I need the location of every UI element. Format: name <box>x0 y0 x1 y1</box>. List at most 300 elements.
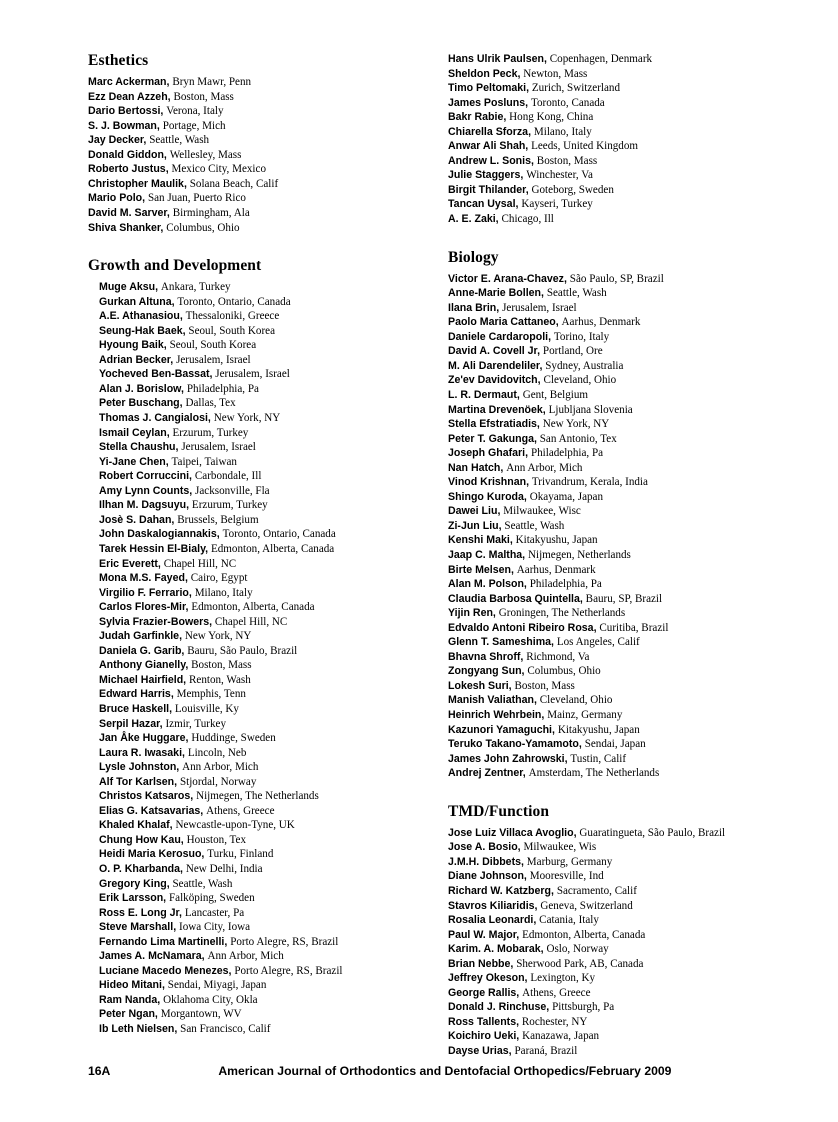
reviewer-name: Joseph Ghafari, <box>448 447 529 460</box>
list-item <box>99 717 406 732</box>
reviewer-name: Stella Efstratiadis, <box>448 418 540 431</box>
reviewer-name: Mona M.S. Fayed, <box>99 572 188 585</box>
reviewer-affiliation: Athens, Greece <box>522 986 591 999</box>
reviewer-affiliation: Nijmegen, Netherlands <box>527 549 631 561</box>
list-item <box>99 615 406 630</box>
list-item <box>99 760 406 775</box>
reviewer-name: Lokesh Suri, <box>448 679 512 692</box>
list-item <box>99 280 406 295</box>
reviewer-name: Josè S. Dahan, <box>99 513 175 526</box>
reviewer-name: Koichiro Ueki, <box>448 1030 520 1043</box>
reviewer-name: Chiarella Sforza, <box>448 125 532 138</box>
reviewer-name: Yi-Jane Chen, <box>99 455 169 468</box>
reviewer-affiliation: Chicago, Ill <box>501 213 554 226</box>
list-item <box>99 964 406 979</box>
reviewer-name: Zongyang Sun, <box>448 665 525 678</box>
reviewer-name: Sheldon Peck, <box>448 67 521 80</box>
reviewer-name: Hideo Mitani, <box>99 979 165 992</box>
reviewer-name: Ross Tallents, <box>448 1015 520 1028</box>
list-item <box>99 484 406 499</box>
reviewer-affiliation: São Paulo, SP, Brazil <box>569 272 664 285</box>
reviewer-name: Chung How Kau, <box>99 833 184 846</box>
reviewer-name: Sylvia Frazier-Bowers, <box>99 615 213 628</box>
list-item <box>99 367 406 382</box>
reviewer-name: Claudia Barbosa Quintella, <box>448 592 583 605</box>
list-item <box>448 168 766 183</box>
reviewer-affiliation: Kitakyushu, Japan <box>557 723 640 736</box>
list-item <box>99 847 406 862</box>
list-item <box>88 119 406 134</box>
reviewer-list-esthetics <box>88 75 406 235</box>
list-item <box>99 789 406 804</box>
list-item <box>99 877 406 892</box>
reviewer-affiliation: Iowa City, Iowa <box>179 921 251 934</box>
reviewer-name: Alan M. Polson, <box>448 578 527 591</box>
reviewer-name: Dayse Urias, <box>448 1045 512 1057</box>
reviewer-name: S. J. Bowman, <box>88 119 160 132</box>
reviewer-list-esthetics-continued <box>448 52 766 227</box>
reviewer-affiliation: Philadelphia, Pa <box>529 578 602 591</box>
list-item <box>99 295 406 310</box>
reviewer-affiliation: Lincoln, Neb <box>187 746 247 759</box>
reviewer-name: Peter Buschang, <box>99 397 183 410</box>
reviewer-name: Glenn T. Sameshima, <box>448 636 554 649</box>
reviewer-name: Ross E. Long Jr, <box>99 906 183 919</box>
reviewer-affiliation: Jerusalem, Israel <box>502 301 577 314</box>
reviewer-affiliation: Mexico City, Mexico <box>171 163 266 176</box>
reviewer-name: Manish Valiathan, <box>448 694 537 707</box>
list-item <box>88 75 406 90</box>
reviewer-affiliation: Columbus, Ohio <box>527 665 601 678</box>
list-item <box>99 498 406 513</box>
reviewer-affiliation: Jerusalem, Israel <box>176 353 251 366</box>
list-item <box>448 110 766 125</box>
list-item <box>99 644 406 659</box>
list-item <box>448 330 766 345</box>
reviewer-name: Anne-Marie Bollen, <box>448 287 544 300</box>
reviewer-name: Lysle Johnston, <box>99 761 180 774</box>
reviewer-affiliation: Stjordal, Norway <box>179 775 257 788</box>
reviewer-affiliation: Thessaloniki, Greece <box>185 310 280 323</box>
reviewer-affiliation: Marburg, Germany <box>526 855 613 868</box>
list-item <box>99 1022 406 1037</box>
reviewer-name: Bakr Rabie, <box>448 111 507 124</box>
list-item <box>448 913 766 928</box>
reviewer-affiliation: Philadelphia, Pa <box>530 447 604 460</box>
reviewer-name: Mario Polo, <box>88 192 146 205</box>
list-item <box>99 775 406 790</box>
list-item <box>88 133 406 148</box>
list-item <box>448 957 766 972</box>
reviewer-name: Martina Drevenöek, <box>448 403 546 416</box>
list-item <box>448 766 766 781</box>
list-item <box>448 621 766 636</box>
reviewer-name: Anthony Gianelly, <box>99 659 189 672</box>
reviewer-affiliation: Huddinge, Sweden <box>191 732 276 745</box>
reviewer-name: Erik Larsson, <box>99 892 167 905</box>
list-item <box>448 1044 766 1059</box>
reviewer-name: Luciane Macedo Menezes, <box>99 964 232 977</box>
reviewer-affiliation: Ljubljana Slovenia <box>548 403 633 416</box>
reviewer-name: Timo Peltomaki, <box>448 82 530 95</box>
reviewer-name: David A. Covell Jr, <box>448 345 541 358</box>
reviewer-name: Anwar Ali Shah, <box>448 140 529 153</box>
reviewer-affiliation: Jerusalem, Israel <box>215 368 290 381</box>
list-item <box>99 731 406 746</box>
reviewer-name: Heinrich Wehrbein, <box>448 709 545 722</box>
list-item <box>99 629 406 644</box>
reviewer-affiliation: Porto Alegre, RS, Brazil <box>234 964 343 977</box>
reviewer-name: Virgilio F. Ferrario, <box>99 586 192 599</box>
reviewer-affiliation: Solana Beach, Calif <box>189 177 279 190</box>
reviewer-name: Birgit Thilander, <box>448 183 529 196</box>
list-item <box>448 373 766 388</box>
list-item <box>99 949 406 964</box>
reviewer-affiliation: Rochester, NY <box>521 1015 588 1028</box>
reviewer-name: Jeffrey Okeson, <box>448 972 528 985</box>
reviewer-name: Hyoung Baik, <box>99 339 167 352</box>
list-item <box>99 1007 406 1022</box>
list-item <box>99 804 406 819</box>
list-item <box>448 197 766 212</box>
reviewer-affiliation: Taipei, Taiwan <box>171 455 237 468</box>
list-item <box>448 971 766 986</box>
list-item <box>99 382 406 397</box>
reviewer-name: Khaled Khalaf, <box>99 819 173 832</box>
list-item <box>99 978 406 993</box>
list-item <box>448 986 766 1001</box>
reviewer-affiliation: Tustin, Calif <box>570 752 627 765</box>
list-item <box>448 417 766 432</box>
reviewer-affiliation: Chapel Hill, NC <box>214 615 288 628</box>
reviewer-name: Bruce Haskell, <box>99 702 173 715</box>
reviewer-name: Marc Ackerman, <box>88 76 170 89</box>
list-item <box>99 658 406 673</box>
list-item <box>88 90 406 105</box>
list-item <box>99 862 406 877</box>
reviewer-affiliation: Cairo, Egypt <box>190 572 248 585</box>
reviewer-affiliation: Aarhus, Denmark <box>516 563 596 576</box>
reviewer-name: Stavros Kiliaridis, <box>448 899 538 912</box>
reviewer-name: Muge Aksu, <box>99 281 159 294</box>
reviewer-affiliation: Lancaster, Pa <box>184 906 245 919</box>
reviewer-name: Vinod Krishnan, <box>448 476 530 489</box>
section-heading-tmd-function: TMD/Function <box>448 802 550 820</box>
left-column <box>88 52 406 1037</box>
list-item <box>99 513 406 528</box>
list-item <box>448 125 766 140</box>
list-item <box>448 183 766 198</box>
list-item <box>448 1029 766 1044</box>
reviewer-affiliation: Catania, Italy <box>539 914 599 927</box>
reviewer-affiliation: Trivandrum, Kerala, India <box>531 476 648 489</box>
reviewer-name: Adrian Becker, <box>99 353 174 366</box>
reviewer-name: Ze'ev Davidovitch, <box>448 374 541 387</box>
reviewer-affiliation: Erzurum, Turkey <box>172 426 249 439</box>
reviewer-affiliation: Turku, Finland <box>207 848 274 861</box>
list-item <box>99 396 406 411</box>
reviewer-name: Edvaldo Antoni Ribeiro Rosa, <box>448 621 597 634</box>
list-item <box>448 96 766 111</box>
reviewer-affiliation: Porto Alegre, RS, Brazil <box>230 935 339 948</box>
reviewer-affiliation: Oklahoma City, Okla <box>163 993 258 1006</box>
list-item <box>448 1000 766 1015</box>
reviewer-affiliation: Renton, Wash <box>189 673 251 686</box>
list-item <box>99 338 406 353</box>
reviewer-name: Daniela G. Garib, <box>99 644 185 657</box>
reviewer-affiliation: Newcastle-upon-Tyne, UK <box>175 819 295 832</box>
list-item <box>448 884 766 899</box>
list-item <box>88 221 406 236</box>
section-heading-growth-and-development: Growth and Development <box>88 257 262 275</box>
list-item <box>99 746 406 761</box>
list-item <box>448 548 766 563</box>
reviewer-affiliation: Seattle, Wash <box>546 287 607 300</box>
reviewer-affiliation: Bauru, São Paulo, Brazil <box>187 644 298 657</box>
reviewer-affiliation: Oslo, Norway <box>546 943 609 956</box>
reviewer-name: O. P. Kharbanda, <box>99 862 183 875</box>
reviewer-name: Seung-Hak Baek, <box>99 324 186 337</box>
reviewer-affiliation: Brussels, Belgium <box>177 513 259 526</box>
reviewer-name: Paul W. Major, <box>448 928 520 941</box>
reviewer-name: Robert Corruccini, <box>99 470 193 483</box>
reviewer-name: Christos Katsaros, <box>99 790 194 803</box>
reviewer-affiliation: Sendai, Japan <box>584 738 646 751</box>
reviewer-name: Stella Chaushu, <box>99 441 179 454</box>
list-item <box>448 301 766 316</box>
reviewer-affiliation: Bryn Mawr, Penn <box>172 76 252 89</box>
reviewer-name: Amy Lynn Counts, <box>99 484 193 497</box>
reviewer-affiliation: Portland, Ore <box>542 345 603 358</box>
reviewer-name: Diane Johnson, <box>448 870 527 883</box>
list-item <box>88 206 406 221</box>
list-item <box>448 212 766 227</box>
reviewer-affiliation: Houston, Tex <box>186 833 247 846</box>
page-number: 16A <box>88 1064 111 1078</box>
reviewer-name: Julie Staggers, <box>448 169 524 182</box>
reviewer-name: Teruko Takano-Yamamoto, <box>448 738 582 751</box>
list-item <box>448 504 766 519</box>
list-item <box>88 191 406 206</box>
reviewer-affiliation: Boston, Mass <box>173 90 234 103</box>
reviewer-affiliation: Boston, Mass <box>191 659 252 672</box>
reviewer-name: Ram Nanda, <box>99 993 161 1006</box>
reviewer-affiliation: New York, NY <box>542 418 610 431</box>
list-item <box>99 687 406 702</box>
list-item <box>448 606 766 621</box>
list-item <box>448 272 766 287</box>
reviewer-name: Judah Garfinkle, <box>99 630 183 643</box>
reviewer-affiliation: Ann Arbor, Mich <box>207 950 284 963</box>
reviewer-list-biology <box>448 272 766 781</box>
list-item <box>448 519 766 534</box>
page-footer <box>88 1064 760 1078</box>
list-item <box>448 154 766 169</box>
reviewer-affiliation: Erzurum, Turkey <box>191 499 268 512</box>
reviewer-name: Donald Giddon, <box>88 148 167 161</box>
reviewer-name: L. R. Dermaut, <box>448 388 520 401</box>
list-item <box>88 104 406 119</box>
reviewer-name: Brian Nebbe, <box>448 957 514 970</box>
reviewer-affiliation: Toronto, Canada <box>530 96 605 109</box>
reviewer-name: Christopher Maulik, <box>88 177 187 190</box>
list-item <box>448 403 766 418</box>
reviewer-name: Peter Ngan, <box>99 1008 158 1021</box>
reviewer-affiliation: Portage, Mich <box>162 119 226 132</box>
reviewer-name: Paolo Maria Cattaneo, <box>448 316 559 329</box>
reviewer-affiliation: Sendai, Miyagi, Japan <box>167 979 267 992</box>
reviewer-affiliation: Jerusalem, Israel <box>181 441 256 454</box>
reviewer-affiliation: Ann Arbor, Mich <box>182 761 259 774</box>
reviewer-affiliation: San Antonio, Tex <box>539 432 617 445</box>
list-item <box>99 993 406 1008</box>
reviewer-affiliation: Chapel Hill, NC <box>163 557 237 570</box>
reviewer-affiliation: Verona, Italy <box>166 105 224 118</box>
reviewer-list-tmd-function <box>448 826 766 1059</box>
list-item <box>99 935 406 950</box>
reviewer-affiliation: New York, NY <box>213 412 281 425</box>
list-item <box>99 411 406 426</box>
reviewer-affiliation: Kitakyushu, Japan <box>515 534 598 547</box>
section-heading-biology: Biology <box>448 248 499 266</box>
list-item <box>448 563 766 578</box>
list-item <box>448 826 766 841</box>
reviewer-name: Jaap C. Maltha, <box>448 549 526 561</box>
reviewer-affiliation: Milwaukee, Wisc <box>503 505 581 518</box>
reviewer-affiliation: Groningen, The Netherlands <box>498 607 626 620</box>
reviewer-name: Ismail Ceylan, <box>99 426 170 439</box>
reviewer-affiliation: Izmir, Turkey <box>165 717 227 730</box>
reviewer-name: Serpil Hazar, <box>99 717 163 730</box>
reviewer-name: Karim. A. Mobarak, <box>448 943 544 956</box>
reviewer-name: Tancan Uysal, <box>448 198 519 211</box>
reviewer-affiliation: Mainz, Germany <box>547 709 623 722</box>
reviewer-affiliation: Toronto, Ontario, Canada <box>177 295 291 308</box>
list-item <box>448 67 766 82</box>
list-item <box>448 723 766 738</box>
reviewer-name: James A. McNamara, <box>99 950 205 963</box>
reviewer-name: Kenshi Maki, <box>448 534 513 547</box>
list-item <box>448 752 766 767</box>
reviewer-affiliation: Columbus, Ohio <box>166 221 240 234</box>
reviewer-affiliation: Winchester, Va <box>526 169 593 182</box>
reviewer-name: Carlos Flores-Mir, <box>99 601 189 614</box>
reviewer-name: Birte Melsen, <box>448 563 514 576</box>
reviewer-affiliation: New Delhi, India <box>185 862 263 875</box>
list-item <box>448 679 766 694</box>
reviewer-affiliation: Edmonton, Alberta, Canada <box>210 542 335 555</box>
reviewer-affiliation: Curitiba, Brazil <box>599 621 669 634</box>
reviewer-name: Zi-Jun Liu, <box>448 519 502 532</box>
two-column-layout <box>88 52 760 1059</box>
reviewer-affiliation: Goteborg, Sweden <box>531 183 614 196</box>
reviewer-name: Eric Everett, <box>99 557 161 570</box>
reviewer-name: David M. Sarver, <box>88 206 170 219</box>
list-item <box>448 650 766 665</box>
reviewer-name: Peter T. Gakunga, <box>448 432 537 445</box>
list-item <box>448 942 766 957</box>
reviewer-affiliation: Zurich, Switzerland <box>531 82 621 95</box>
reviewer-affiliation: Torino, Italy <box>553 330 610 343</box>
list-item <box>99 440 406 455</box>
reviewer-affiliation: Nijmegen, The Netherlands <box>196 790 319 803</box>
reviewer-name: Thomas J. Cangialosi, <box>99 412 211 425</box>
reviewer-name: Bhavna Shroff, <box>448 650 524 663</box>
reviewer-name: Dawei Liu, <box>448 505 501 518</box>
list-item <box>99 920 406 935</box>
reviewer-affiliation: Aarhus, Denmark <box>561 316 641 329</box>
section-heading-esthetics: Esthetics <box>88 52 149 69</box>
list-item <box>88 162 406 177</box>
list-item <box>99 833 406 848</box>
list-item <box>448 664 766 679</box>
reviewer-affiliation: Seattle, Wash <box>149 134 210 147</box>
reviewer-name: Rosalia Leonardi, <box>448 914 537 927</box>
list-item <box>99 906 406 921</box>
reviewer-affiliation: Paraná, Brazil <box>514 1045 578 1057</box>
reviewer-affiliation: Cleveland, Ohio <box>539 694 613 707</box>
reviewer-affiliation: Hong Kong, China <box>509 111 594 124</box>
reviewer-name: A. E. Zaki, <box>448 213 499 226</box>
reviewer-name: George Rallis, <box>448 986 520 999</box>
reviewer-affiliation: Bauru, SP, Brazil <box>585 592 663 605</box>
reviewer-name: Ezz Dean Azzeh, <box>88 90 171 103</box>
reviewer-name: Shiva Shanker, <box>88 221 164 234</box>
reviewer-name: Jan Åke Huggare, <box>99 732 189 745</box>
reviewer-affiliation: Kayseri, Turkey <box>521 198 593 211</box>
journal-footer-title: American Journal of Orthodontics and Dentofacial Orthopedics/February 2009 <box>218 1064 672 1078</box>
reviewer-affiliation: Ann Arbor, Mich <box>506 461 583 474</box>
list-item <box>99 571 406 586</box>
list-item <box>99 673 406 688</box>
list-item <box>448 388 766 403</box>
list-item <box>448 461 766 476</box>
reviewer-affiliation: Seattle, Wash <box>172 877 233 890</box>
reviewer-name: Laura R. Iwasaki, <box>99 746 185 759</box>
list-item <box>448 446 766 461</box>
reviewer-affiliation: Louisville, Ky <box>174 702 239 715</box>
list-item <box>448 475 766 490</box>
reviewer-affiliation: Toronto, Ontario, Canada <box>222 528 336 541</box>
reviewer-affiliation: Seattle, Wash <box>504 519 565 532</box>
reviewer-affiliation: Seoul, South Korea <box>188 324 275 337</box>
reviewer-name: Jay Decker, <box>88 134 147 147</box>
list-item <box>99 324 406 339</box>
reviewer-name: Kazunori Yamaguchi, <box>448 723 555 736</box>
reviewer-affiliation: Ankara, Turkey <box>160 281 231 294</box>
reviewer-affiliation: Birmingham, Ala <box>172 206 250 219</box>
reviewer-affiliation: Seoul, South Korea <box>169 339 257 352</box>
reviewer-affiliation: Boston, Mass <box>514 679 575 692</box>
reviewer-affiliation: Los Angeles, Calif <box>556 636 640 649</box>
right-column <box>448 52 766 1059</box>
reviewer-name: Fernando Lima Martinelli, <box>99 935 228 948</box>
list-item <box>448 315 766 330</box>
reviewer-affiliation: Gent, Belgium <box>522 388 589 401</box>
reviewer-name: Michael Hairfield, <box>99 673 187 686</box>
list-item <box>88 177 406 192</box>
reviewer-name: Daniele Cardaropoli, <box>448 330 552 343</box>
list-item <box>448 635 766 650</box>
reviewer-name: A.E. Athanasiou, <box>99 310 183 323</box>
reviewer-name: Victor E. Arana-Chavez, <box>448 272 567 285</box>
reviewer-affiliation: Pittsburgh, Pa <box>552 1001 615 1014</box>
list-item <box>99 557 406 572</box>
list-item <box>99 891 406 906</box>
list-item <box>448 490 766 505</box>
reviewer-affiliation: Jacksonville, Fla <box>195 484 270 497</box>
list-item <box>448 693 766 708</box>
